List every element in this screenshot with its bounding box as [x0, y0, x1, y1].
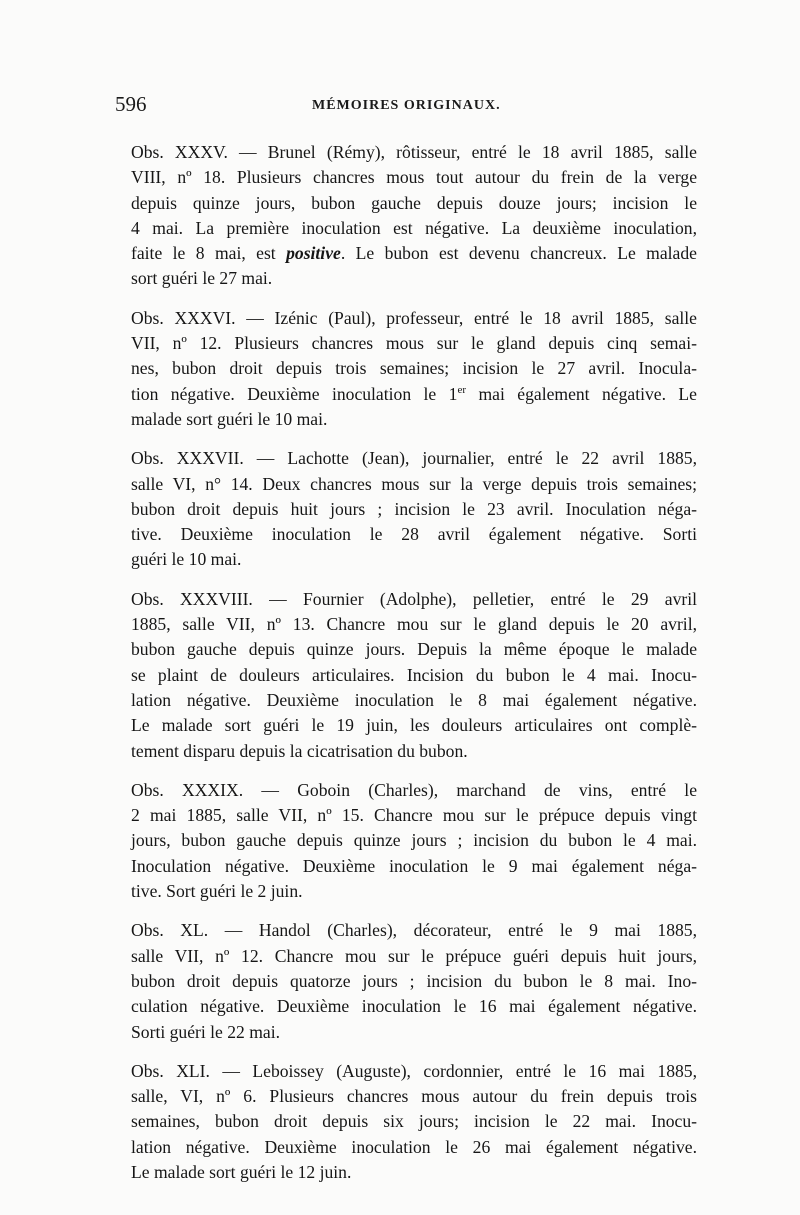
observation-xli [115, 1059, 697, 1185]
text-line: bubon gauche depuis quinze jours. Depuis la même époque le malade [131, 639, 697, 660]
text-line: salle, VI, nº 6. Plusieurs chancres mous autour du frein depuis trois [131, 1086, 697, 1107]
observation-xl [115, 918, 697, 1044]
text-line: depuis quinze jours, bubon gauche depuis douze jours; incision le [131, 192, 697, 213]
ordinal-superscript: er [457, 383, 467, 396]
text-line: Obs. XLI. — Leboissey (Auguste), cordonnier, entré le 16 mai 1885, [131, 1060, 697, 1081]
text-line: Obs. XXXVII. — Lachotte (Jean), journalier, entré le 22 avril 1885, [131, 448, 697, 469]
page-number: 596 [115, 92, 147, 116]
running-head: MÉMOIRES ORIGINAUX. [312, 98, 501, 113]
text-line: lation négative. Deuxième inoculation le 26 mai également négative. [131, 1136, 697, 1157]
text-line: Obs. XL. — Handol (Charles), décorateur, entré le 9 mai 1885, [131, 920, 697, 941]
text-line: salle VII, nº 12. Chancre mou sur le prépuce guéri depuis huit jours, [131, 945, 697, 966]
text-line: Inoculation négative. Deuxième inoculation le 9 mai également néga- [131, 855, 697, 876]
text-line: tion négative. Deuxième inoculation le 1er mai également négative. Le [131, 383, 697, 404]
text-line: 4 mai. La première inoculation est négative. La deuxième inoculation, [131, 217, 697, 238]
observation-xxxix [115, 778, 697, 904]
page-header [115, 92, 697, 122]
text-line: se plaint de douleurs articulaires. Incision du bubon le 4 mai. Inocu- [131, 664, 697, 685]
text-line: Le malade sort guéri le 19 juin, les douleurs articulaires ont complè- [131, 715, 697, 736]
text-line: VIII, nº 18. Plusieurs chancres mous tout autour du frein de la verge [131, 167, 697, 188]
text-line: salle VI, n° 14. Deux chancres mous sur la verge depuis trois semaines; [131, 473, 697, 494]
text-line: guéri le 10 mai. [131, 549, 242, 570]
text-line: nes, bubon droit depuis trois semaines; incision le 27 avril. Inocula- [131, 358, 697, 379]
text-line: tive. Deuxième inoculation le 28 avril également négative. Sorti [131, 524, 697, 545]
text-line: semaines, bubon droit depuis six jours; incision le 22 mai. Inocu- [131, 1111, 697, 1132]
text-line: sort guéri le 27 mai. [131, 268, 273, 289]
text-line: Sorti guéri le 22 mai. [131, 1021, 281, 1042]
observation-xxxvi [115, 306, 697, 432]
observation-xxxviii [115, 587, 697, 764]
text-line: bubon droit depuis huit jours ; incision le 23 avril. Inoculation néga- [131, 498, 697, 519]
text-line: malade sort guéri le 10 mai. [131, 408, 328, 429]
emphasized-word: positive [286, 243, 341, 264]
text-line: Obs. XXXVI. — Izénic (Paul), professeur, entré le 18 avril 1885, salle [131, 307, 697, 328]
text-line: 2 mai 1885, salle VII, nº 15. Chancre mou sur le prépuce depuis vingt [131, 805, 697, 826]
text-line: Obs. XXXV. — Brunel (Rémy), rôtisseur, entré le 18 avril 1885, salle [131, 142, 697, 162]
text-line: bubon droit depuis quatorze jours ; incision du bubon le 8 mai. Ino- [131, 970, 697, 991]
observation-xxxvii [115, 446, 697, 572]
text-line: lation négative. Deuxième inoculation le 8 mai également négative. [131, 689, 697, 710]
observation-xxxv [115, 140, 697, 292]
text-line: tive. Sort guéri le 2 juin. [131, 881, 303, 902]
text-line-with-emphasis: faite le 8 mai, est positive. Le bubon est devenu chancreux. Le malade [131, 243, 697, 264]
text-line: tement disparu depuis la cicatrisation du bubon. [131, 740, 468, 761]
text-line: VII, nº 12. Plusieurs chancres mous sur le gland depuis cinq semai- [131, 333, 697, 354]
text-line: jours, bubon gauche depuis quinze jours ; incision du bubon le 4 mai. [131, 830, 697, 851]
text-line: Obs. XXXIX. — Goboin (Charles), marchand de vins, entré le [131, 779, 697, 800]
text-line: 1885, salle VII, nº 13. Chancre mou sur le gland depuis le 20 avril, [131, 614, 697, 635]
body-text [115, 140, 697, 1199]
text-line: Obs. XXXVIII. — Fournier (Adolphe), pelletier, entré le 29 avril [131, 588, 697, 609]
text-line: Le malade sort guéri le 12 juin. [131, 1161, 352, 1182]
text-line: culation négative. Deuxième inoculation le 16 mai également négative. [131, 996, 697, 1017]
